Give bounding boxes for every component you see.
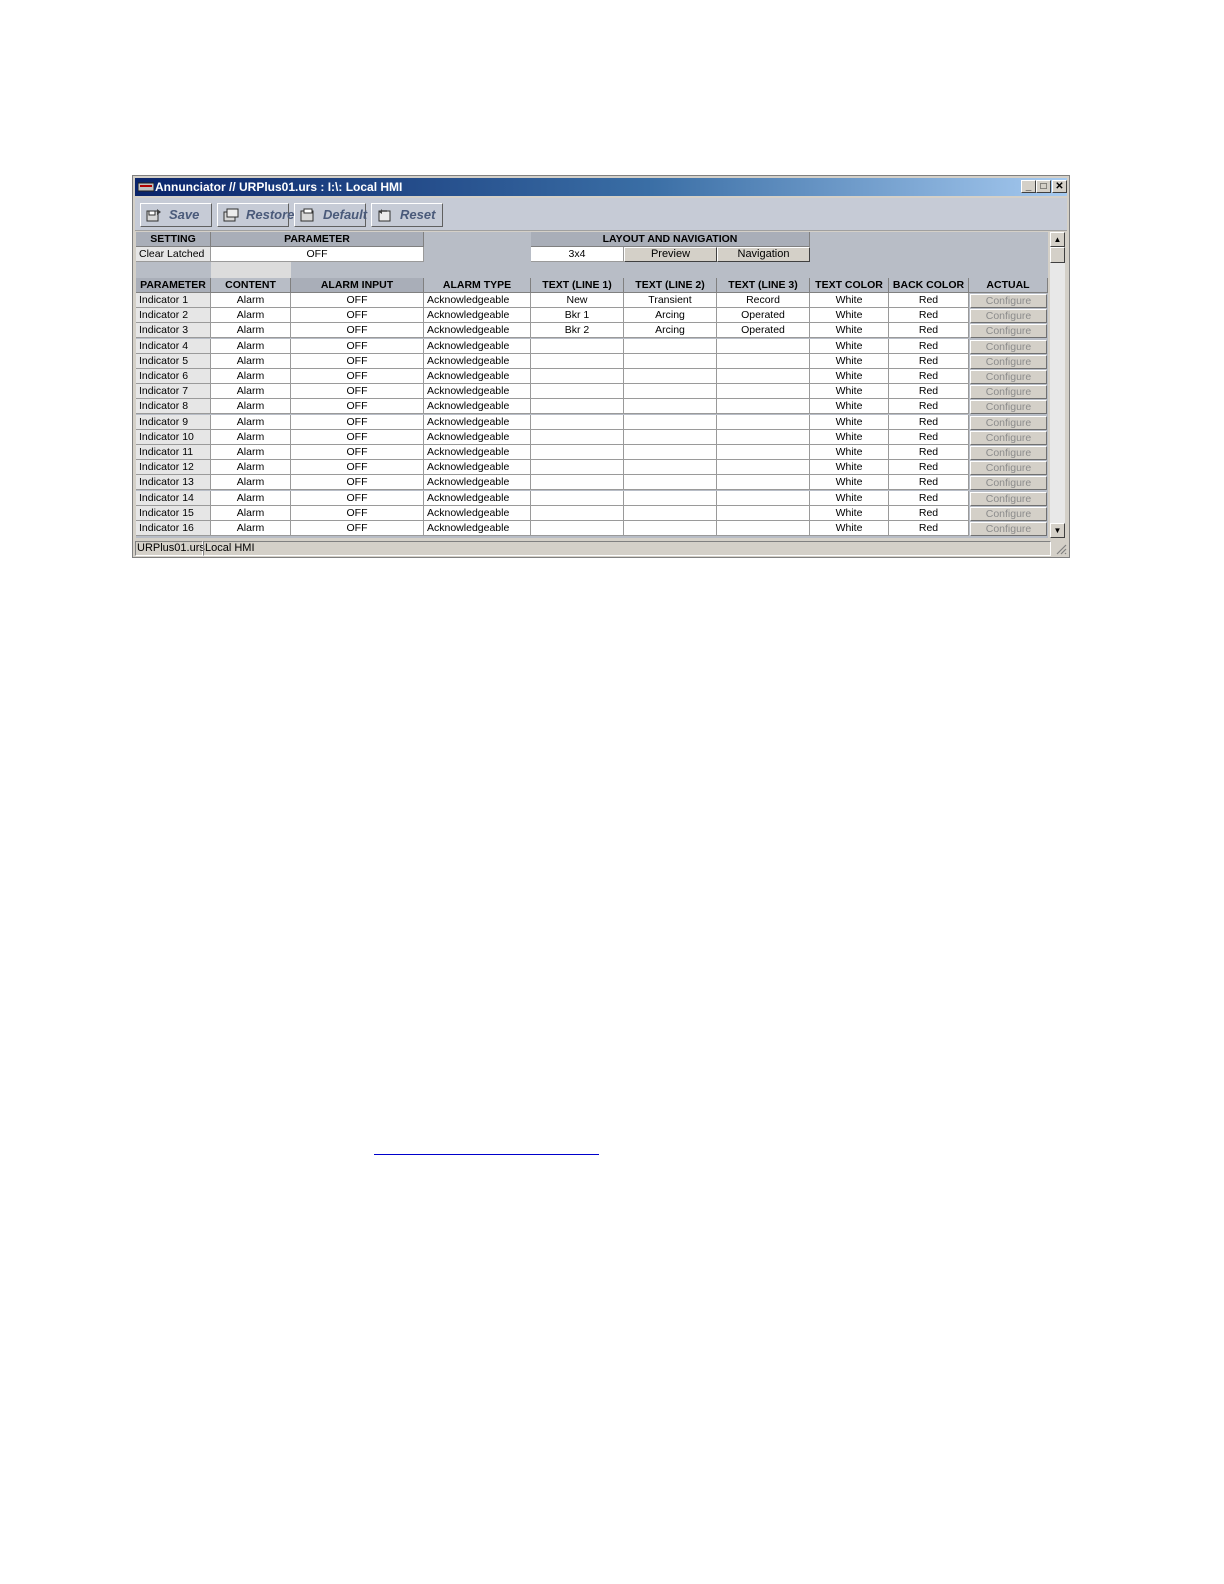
cell-content[interactable]: Alarm <box>211 491 291 506</box>
cell-text-line-1[interactable] <box>531 491 624 506</box>
save-label: Save <box>169 207 200 222</box>
cell-text-line-2[interactable] <box>624 430 717 445</box>
cell-back-color[interactable]: Red <box>889 521 969 536</box>
cell-alarm-input[interactable]: OFF <box>291 521 424 536</box>
cell-text-line-1[interactable] <box>531 399 624 414</box>
cell-content[interactable]: Alarm <box>211 445 291 460</box>
cell-text-line-2[interactable] <box>624 339 717 354</box>
scroll-down-icon[interactable]: ▼ <box>1050 523 1065 538</box>
minimize-button[interactable] <box>1021 180 1036 193</box>
default-button[interactable] <box>294 203 366 227</box>
cell-text-color[interactable]: White <box>810 339 889 354</box>
setting-header: SETTING <box>136 232 211 247</box>
indicator-label: Indicator 7 <box>136 384 211 399</box>
cell-alarm-type[interactable]: Acknowledgeable <box>424 475 531 490</box>
cell-text-line-1[interactable]: Bkr 2 <box>531 323 624 338</box>
cell-alarm-input[interactable]: OFF <box>291 491 424 506</box>
cell-text-color[interactable]: White <box>810 384 889 399</box>
cell-text-line-2[interactable]: Transient <box>624 293 717 308</box>
column-header-text-line-1: TEXT (LINE 1) <box>531 278 624 293</box>
indicator-label: Indicator 15 <box>136 506 211 521</box>
status-file: URPlus01.urs <box>137 542 205 554</box>
cell-text-color[interactable]: White <box>810 445 889 460</box>
indicator-label: Indicator 16 <box>136 521 211 536</box>
configure-button[interactable]: Configure <box>970 492 1047 506</box>
parameter-header: PARAMETER <box>211 232 424 247</box>
preview-button[interactable]: Preview <box>624 247 717 262</box>
cell-text-line-3[interactable]: Operated <box>717 323 810 338</box>
cell-text-line-2[interactable] <box>624 460 717 475</box>
cell-alarm-input[interactable]: OFF <box>291 460 424 475</box>
cell-alarm-input[interactable]: OFF <box>291 506 424 521</box>
cell-content[interactable]: Alarm <box>211 293 291 308</box>
window-title: Annunciator // URPlus01.urs : I:\: Local HMI <box>155 180 403 194</box>
cell-back-color[interactable]: Red <box>889 399 969 414</box>
indicator-label: Indicator 3 <box>136 323 211 338</box>
cell-text-line-1[interactable] <box>531 415 624 430</box>
cell-text-color[interactable]: White <box>810 475 889 490</box>
column-header-back-color: BACK COLOR <box>889 278 969 293</box>
layout-navigation-header: LAYOUT AND NAVIGATION <box>531 232 810 247</box>
configure-button[interactable]: Configure <box>970 507 1047 521</box>
indicator-label: Indicator 8 <box>136 399 211 414</box>
column-header-parameter: PARAMETER <box>136 278 211 293</box>
cell-alarm-type[interactable]: Acknowledgeable <box>424 308 531 323</box>
indicator-label: Indicator 4 <box>136 339 211 354</box>
cell-text-color[interactable]: White <box>810 430 889 445</box>
cell-back-color[interactable]: Red <box>889 369 969 384</box>
configure-button[interactable]: Configure <box>970 385 1047 399</box>
cell-alarm-type[interactable]: Acknowledgeable <box>424 369 531 384</box>
cell-alarm-input[interactable]: OFF <box>291 415 424 430</box>
column-header-alarm-type: ALARM TYPE <box>424 278 531 293</box>
clear-latched-label: Clear Latched <box>136 247 211 262</box>
cell-text-color[interactable]: White <box>810 323 889 338</box>
cell-text-line-1[interactable]: New <box>531 293 624 308</box>
indicator-label: Indicator 14 <box>136 491 211 506</box>
cell-text-line-3[interactable] <box>717 445 810 460</box>
cell-alarm-type[interactable]: Acknowledgeable <box>424 384 531 399</box>
cell-content[interactable]: Alarm <box>211 399 291 414</box>
configure-button[interactable]: Configure <box>970 355 1047 369</box>
indicator-label: Indicator 10 <box>136 430 211 445</box>
cell-content[interactable]: Alarm <box>211 339 291 354</box>
toolbar <box>135 198 1067 231</box>
status-bar <box>135 540 1067 556</box>
reset-icon <box>377 208 393 222</box>
close-button[interactable] <box>1052 180 1067 193</box>
cell-content[interactable]: Alarm <box>211 384 291 399</box>
cell-alarm-type[interactable]: Acknowledgeable <box>424 399 531 414</box>
cell-alarm-type[interactable]: Acknowledgeable <box>424 339 531 354</box>
cell-alarm-input[interactable]: OFF <box>291 293 424 308</box>
configure-button[interactable]: Configure <box>970 370 1047 384</box>
cell-text-line-3[interactable] <box>717 354 810 369</box>
cell-back-color[interactable]: Red <box>889 475 969 490</box>
cell-text-line-3[interactable]: Record <box>717 293 810 308</box>
cell-text-color[interactable]: White <box>810 354 889 369</box>
cell-text-line-1[interactable] <box>531 339 624 354</box>
cell-alarm-input[interactable]: OFF <box>291 308 424 323</box>
cell-text-line-3[interactable] <box>717 521 810 536</box>
title-bar[interactable] <box>135 178 1067 196</box>
indicator-label: Indicator 9 <box>136 415 211 430</box>
cell-alarm-input[interactable]: OFF <box>291 445 424 460</box>
cell-text-color[interactable]: White <box>810 293 889 308</box>
cell-text-line-1[interactable] <box>531 430 624 445</box>
cell-back-color[interactable]: Red <box>889 308 969 323</box>
spacer <box>291 262 424 278</box>
cell-alarm-input[interactable]: OFF <box>291 399 424 414</box>
configure-button[interactable]: Configure <box>970 461 1047 475</box>
cell-content[interactable]: Alarm <box>211 506 291 521</box>
cell-alarm-input[interactable]: OFF <box>291 430 424 445</box>
cell-back-color[interactable]: Red <box>889 415 969 430</box>
configure-button[interactable]: Configure <box>970 324 1047 338</box>
navigation-button[interactable]: Navigation <box>717 247 810 262</box>
scroll-up-icon[interactable]: ▲ <box>1050 232 1065 247</box>
save-icon <box>146 208 162 222</box>
settings-grid <box>136 232 1048 538</box>
configure-button[interactable]: Configure <box>970 446 1047 460</box>
column-header-text-line-3: TEXT (LINE 3) <box>717 278 810 293</box>
cell-alarm-input[interactable]: OFF <box>291 475 424 490</box>
vertical-scrollbar[interactable] <box>1050 232 1065 538</box>
cell-text-color[interactable]: White <box>810 506 889 521</box>
cell-content[interactable]: Alarm <box>211 323 291 338</box>
cell-alarm-type[interactable]: Acknowledgeable <box>424 293 531 308</box>
column-header-actual: ACTUAL <box>969 278 1048 293</box>
cell-text-line-1[interactable] <box>531 506 624 521</box>
cell-text-line-1[interactable] <box>531 475 624 490</box>
cell-alarm-type[interactable]: Acknowledgeable <box>424 354 531 369</box>
cell-text-line-2[interactable] <box>624 369 717 384</box>
cell-alarm-type[interactable]: Acknowledgeable <box>424 445 531 460</box>
cell-back-color[interactable]: Red <box>889 354 969 369</box>
cell-text-line-1[interactable] <box>531 384 624 399</box>
resize-grip-icon[interactable] <box>1055 543 1067 555</box>
cell-alarm-type[interactable]: Acknowledgeable <box>424 506 531 521</box>
cell-text-line-2[interactable] <box>624 415 717 430</box>
indicator-label: Indicator 1 <box>136 293 211 308</box>
cell-text-color[interactable]: White <box>810 369 889 384</box>
default-icon <box>300 208 316 222</box>
link-underline[interactable] <box>374 1154 599 1155</box>
cell-text-line-3[interactable] <box>717 384 810 399</box>
column-header-text-color: TEXT COLOR <box>810 278 889 293</box>
cell-content[interactable]: Alarm <box>211 475 291 490</box>
cell-text-color[interactable]: White <box>810 308 889 323</box>
maximize-icon: □ <box>1040 181 1047 192</box>
cell-text-line-2[interactable] <box>624 399 717 414</box>
cell-text-line-2[interactable] <box>624 384 717 399</box>
cell-text-color[interactable]: White <box>810 521 889 536</box>
configure-button[interactable]: Configure <box>970 522 1047 536</box>
cell-text-color[interactable]: White <box>810 415 889 430</box>
cell-text-line-3[interactable] <box>717 339 810 354</box>
column-header-alarm-input: ALARM INPUT <box>291 278 424 293</box>
cell-text-line-3[interactable] <box>717 399 810 414</box>
cell-back-color[interactable]: Red <box>889 506 969 521</box>
cell-text-line-2[interactable]: Arcing <box>624 308 717 323</box>
indicator-label: Indicator 12 <box>136 460 211 475</box>
save-button[interactable] <box>140 203 212 227</box>
cell-text-line-3[interactable] <box>717 475 810 490</box>
cell-back-color[interactable]: Red <box>889 491 969 506</box>
cell-text-line-2[interactable] <box>624 506 717 521</box>
cell-content[interactable]: Alarm <box>211 354 291 369</box>
cell-text-line-3[interactable] <box>717 415 810 430</box>
indicator-label: Indicator 6 <box>136 369 211 384</box>
cell-text-line-2[interactable] <box>624 491 717 506</box>
cell-text-line-2[interactable]: Arcing <box>624 323 717 338</box>
indicator-label: Indicator 11 <box>136 445 211 460</box>
cell-text-line-2[interactable] <box>624 521 717 536</box>
cell-back-color[interactable]: Red <box>889 339 969 354</box>
cell-alarm-input[interactable]: OFF <box>291 369 424 384</box>
minimize-icon: _ <box>1025 181 1032 192</box>
status-location: Local HMI <box>203 541 1051 556</box>
cell-content[interactable]: Alarm <box>211 415 291 430</box>
cell-content[interactable]: Alarm <box>211 430 291 445</box>
cell-alarm-input[interactable]: OFF <box>291 354 424 369</box>
cell-text-line-1[interactable] <box>531 521 624 536</box>
cell-text-line-1[interactable]: Bkr 1 <box>531 308 624 323</box>
cell-text-line-3[interactable] <box>717 491 810 506</box>
cell-text-line-1[interactable] <box>531 369 624 384</box>
cell-text-line-3[interactable]: Operated <box>717 308 810 323</box>
column-header-text-line-2: TEXT (LINE 2) <box>624 278 717 293</box>
configure-button[interactable]: Configure <box>970 431 1047 445</box>
restore-button[interactable] <box>217 203 295 227</box>
cell-alarm-type[interactable]: Acknowledgeable <box>424 521 531 536</box>
cell-content[interactable]: Alarm <box>211 369 291 384</box>
cell-alarm-type[interactable]: Acknowledgeable <box>424 460 531 475</box>
maximize-button[interactable] <box>1036 180 1051 193</box>
restore-icon <box>223 208 239 222</box>
cell-alarm-input[interactable]: OFF <box>291 339 424 354</box>
cell-back-color[interactable]: Red <box>889 445 969 460</box>
cell-text-line-2[interactable] <box>624 475 717 490</box>
cell-alarm-type[interactable]: Acknowledgeable <box>424 430 531 445</box>
cell-text-line-3[interactable] <box>717 506 810 521</box>
cell-text-color[interactable]: White <box>810 399 889 414</box>
cell-text-line-3[interactable] <box>717 430 810 445</box>
cell-alarm-input[interactable]: OFF <box>291 384 424 399</box>
cell-content[interactable]: Alarm <box>211 460 291 475</box>
cell-back-color[interactable]: Red <box>889 293 969 308</box>
spacer <box>136 262 211 278</box>
clear-latched-value[interactable]: OFF <box>211 247 424 262</box>
close-icon: ✕ <box>1055 181 1064 192</box>
reset-label: Reset <box>400 207 436 222</box>
cell-text-line-1[interactable] <box>531 354 624 369</box>
app-icon <box>138 182 154 192</box>
configure-button[interactable]: Configure <box>970 476 1047 490</box>
cell-alarm-type[interactable]: Acknowledgeable <box>424 415 531 430</box>
reset-button[interactable] <box>371 203 443 227</box>
configure-button[interactable]: Configure <box>970 400 1047 414</box>
configure-button[interactable]: Configure <box>970 294 1047 308</box>
configure-button[interactable]: Configure <box>970 340 1047 354</box>
cell-text-color[interactable]: White <box>810 491 889 506</box>
cell-text-line-1[interactable] <box>531 460 624 475</box>
cell-text-line-2[interactable] <box>624 354 717 369</box>
cell-back-color[interactable]: Red <box>889 384 969 399</box>
cell-text-line-3[interactable] <box>717 460 810 475</box>
indicator-label: Indicator 2 <box>136 308 211 323</box>
configure-button[interactable]: Configure <box>970 416 1047 430</box>
scroll-thumb[interactable] <box>1050 247 1065 263</box>
default-label: Default <box>323 207 368 222</box>
spacer <box>211 262 291 278</box>
configure-button[interactable]: Configure <box>970 309 1047 323</box>
cell-text-color[interactable]: White <box>810 460 889 475</box>
column-header-content: CONTENT <box>211 278 291 293</box>
cell-back-color[interactable]: Red <box>889 460 969 475</box>
layout-value[interactable]: 3x4 <box>531 247 624 262</box>
cell-alarm-type[interactable]: Acknowledgeable <box>424 491 531 506</box>
cell-text-line-3[interactable] <box>717 369 810 384</box>
cell-alarm-input[interactable]: OFF <box>291 323 424 338</box>
restore-label: Restore <box>246 207 295 222</box>
cell-content[interactable]: Alarm <box>211 521 291 536</box>
indicator-label: Indicator 5 <box>136 354 211 369</box>
cell-back-color[interactable]: Red <box>889 430 969 445</box>
cell-back-color[interactable]: Red <box>889 323 969 338</box>
annunciator-window <box>132 175 1070 558</box>
cell-text-line-2[interactable] <box>624 445 717 460</box>
cell-content[interactable]: Alarm <box>211 308 291 323</box>
cell-alarm-type[interactable]: Acknowledgeable <box>424 323 531 338</box>
indicator-label: Indicator 13 <box>136 475 211 490</box>
cell-text-line-1[interactable] <box>531 445 624 460</box>
